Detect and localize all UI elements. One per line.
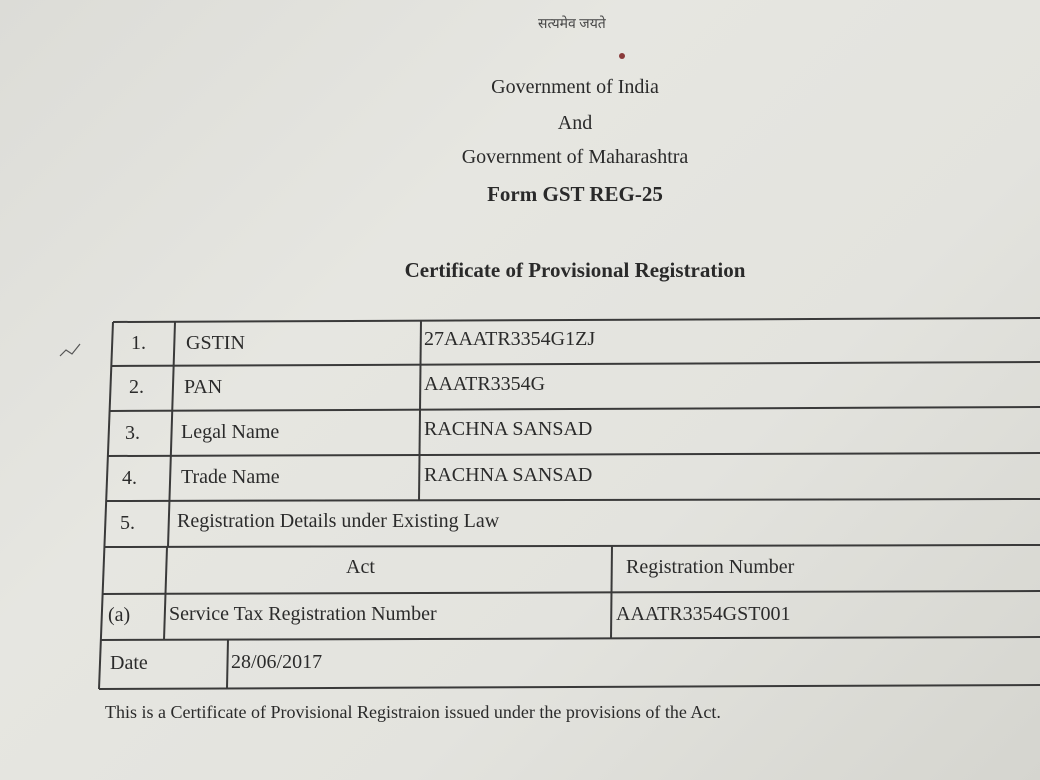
certificate-title: Certificate of Provisional Registration bbox=[404, 258, 746, 282]
row-3-number: 3. bbox=[125, 422, 140, 444]
registration-number-column-header: Registration Number bbox=[626, 556, 795, 578]
row-5-label: Registration Details under Existing Law bbox=[177, 510, 500, 532]
row-a-act: Service Tax Registration Number bbox=[169, 603, 437, 625]
row-5-number: 5. bbox=[120, 512, 135, 534]
row-2-number: 2. bbox=[129, 376, 144, 398]
row-4-label: Trade Name bbox=[181, 466, 280, 488]
header-and: And bbox=[557, 112, 593, 134]
row-a-number: (a) bbox=[108, 604, 131, 626]
national-motto: सत्यमेव जयते bbox=[538, 17, 606, 32]
trade-name-value: RACHNA SANSAD bbox=[424, 464, 593, 486]
row-1-number: 1. bbox=[131, 332, 146, 354]
pan-value: AAATR3354G bbox=[424, 373, 546, 395]
date-label: Date bbox=[110, 652, 148, 674]
header-government-of-india: Government of India bbox=[491, 76, 659, 98]
header-government-of-maharashtra: Government of Maharashtra bbox=[461, 146, 689, 168]
form-name: Form GST REG-25 bbox=[487, 182, 663, 206]
row-4-number: 4. bbox=[122, 467, 137, 489]
gstin-value: 27AAATR3354G1ZJ bbox=[424, 328, 596, 350]
legal-name-value: RACHNA SANSAD bbox=[424, 418, 593, 440]
row-2-label: PAN bbox=[184, 376, 223, 398]
pen-tick-mark-icon bbox=[58, 340, 82, 364]
date-value: 28/06/2017 bbox=[231, 651, 323, 673]
row-1-label: GSTIN bbox=[186, 332, 245, 354]
row-3-label: Legal Name bbox=[181, 421, 280, 443]
certificate-footer-note: This is a Certificate of Provisional Registraion issued under the provisions of the Act. bbox=[105, 702, 721, 722]
act-column-header: Act bbox=[346, 556, 375, 578]
service-tax-registration-number-value: AAATR3354GST001 bbox=[616, 603, 791, 625]
